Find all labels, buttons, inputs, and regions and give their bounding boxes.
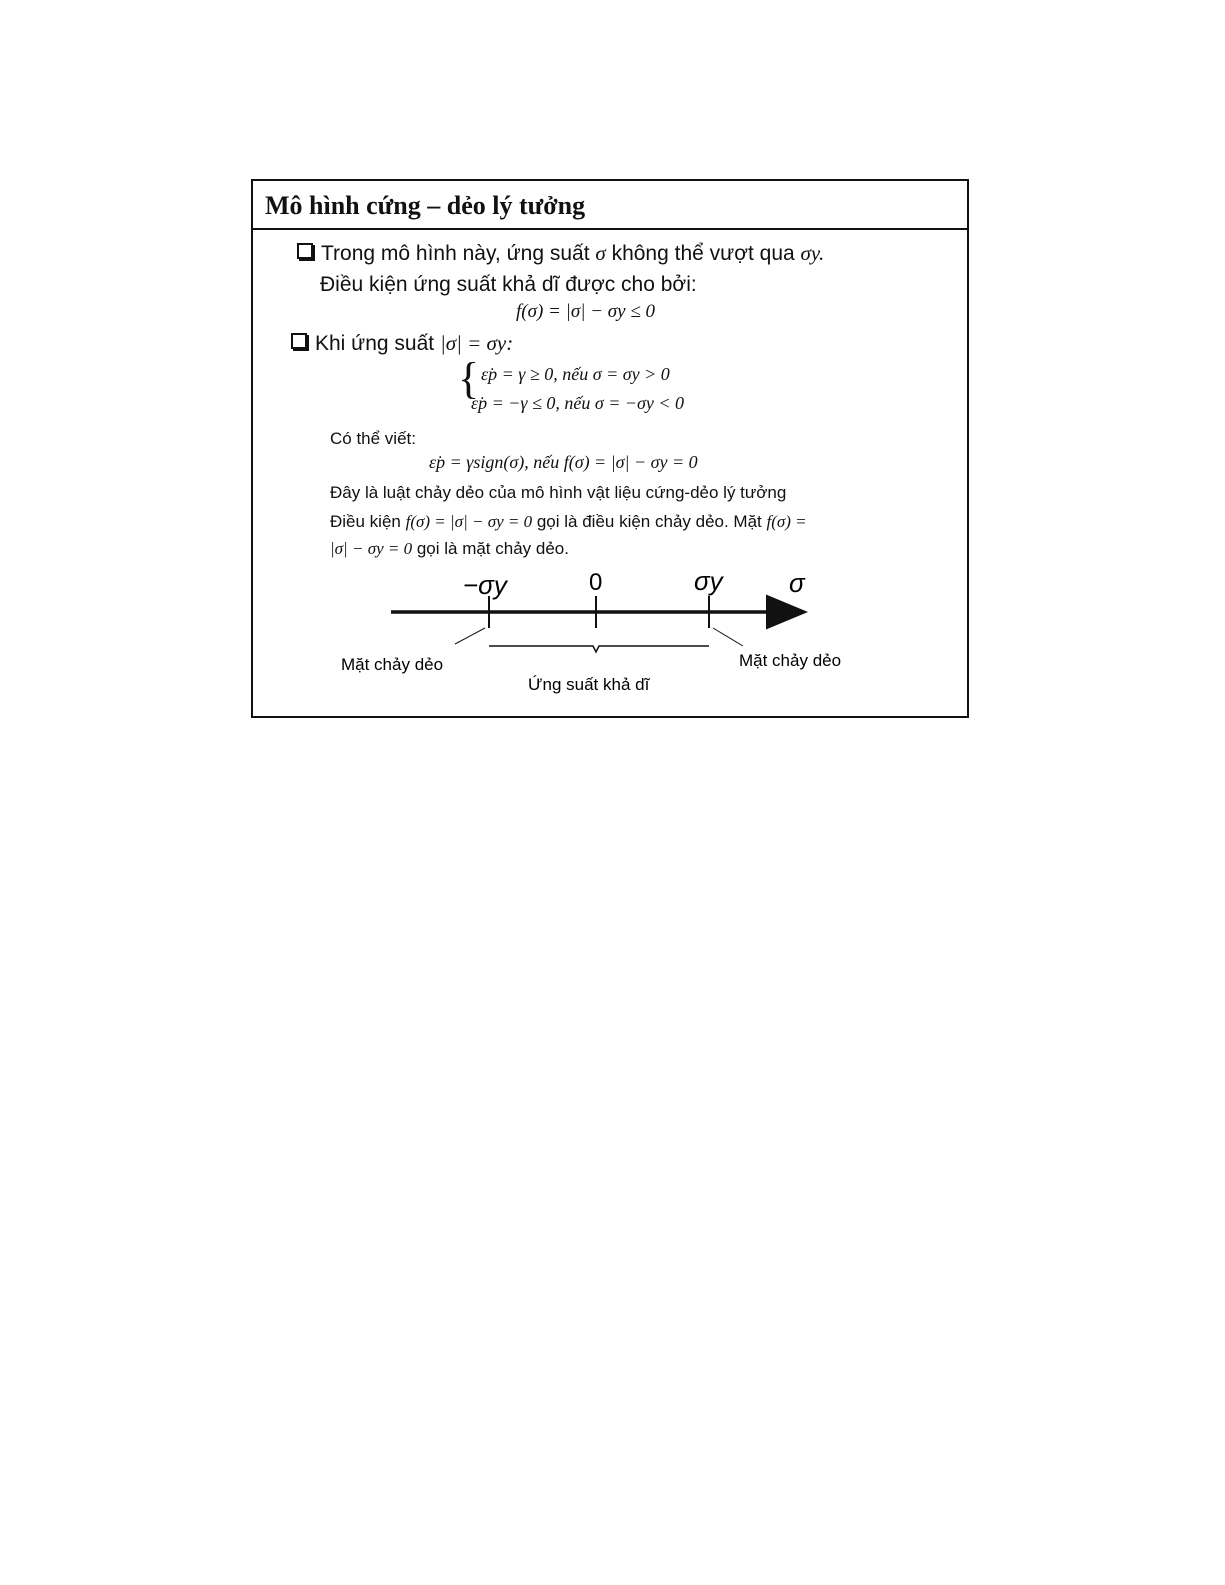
pointer-right xyxy=(713,628,743,646)
sigma-y-symbol: σy. xyxy=(800,241,825,265)
case-1-equation: ε̇p = γ ≥ 0, nếu σ = σy > 0 xyxy=(481,364,670,384)
yield-surface-math: |σ| − σy = 0 xyxy=(330,539,413,558)
bullet-1-line-1 xyxy=(297,241,824,266)
stress-axis-diagram xyxy=(313,566,873,701)
bullet-1-text-mid: không thể vượt qua xyxy=(605,242,801,265)
bullet-2-line xyxy=(291,331,513,356)
slide-frame xyxy=(251,179,969,718)
yield-condition-line-2 xyxy=(330,539,569,559)
bullet-2-text: Khi ứng suất xyxy=(315,332,440,355)
bullet-1-line-2: Điều kiện ứng suất khả dĩ được cho bởi: xyxy=(320,273,697,296)
yield-surface-text: gọi là mặt chảy dẻo. xyxy=(412,539,569,558)
label-left-yield-surface: Mặt chảy dẻo xyxy=(341,655,444,674)
bullet-1-text: Trong mô hình này, ứng suất xyxy=(321,242,596,265)
flow-law-text: Đây là luật chảy dẻo của mô hình vật liệu cứng-dẻo lý tưởng xyxy=(330,483,787,502)
case-2-equation: ε̇p = −γ ≤ 0, nếu σ = −σy < 0 xyxy=(471,393,685,413)
checkbox-bullet-icon xyxy=(297,243,313,259)
can-write-text: Có thể viết: xyxy=(330,429,416,448)
label-sigma-y: σy xyxy=(694,566,723,596)
cases-brace: { xyxy=(458,354,480,403)
yield-condition-math-a: f(σ) = |σ| − σy = 0 xyxy=(405,512,533,531)
checkbox-bullet-icon xyxy=(291,333,307,349)
label-admissible-stress: Ứng suất khả dĩ xyxy=(528,675,650,694)
sigma-symbol: σ xyxy=(595,241,606,265)
label-neg-sigma-y: −σy xyxy=(463,570,507,600)
admissible-bracket xyxy=(489,646,709,652)
bullet-2-math: |σ| = σy: xyxy=(439,331,514,355)
yield-condition-math-b: f(σ) = xyxy=(766,512,807,531)
label-sigma: σ xyxy=(789,568,805,598)
flow-rule-equation: ε̇p = γsign(σ), nếu f(σ) = |σ| − σy = 0 xyxy=(429,452,698,472)
admissible-equation: f(σ) = |σ| − σy ≤ 0 xyxy=(516,301,655,322)
yield-condition-line-1 xyxy=(330,512,807,532)
label-right-yield-surface: Mặt chảy dẻo xyxy=(739,651,842,670)
pointer-left xyxy=(455,628,485,644)
label-zero: 0 xyxy=(589,569,603,596)
yield-condition-text-b: gọi là điều kiện chảy dẻo. Mặt xyxy=(532,512,767,531)
yield-condition-text-a: Điều kiện xyxy=(330,512,406,531)
slide-title: Mô hình cứng – dẻo lý tưởng xyxy=(253,181,967,230)
